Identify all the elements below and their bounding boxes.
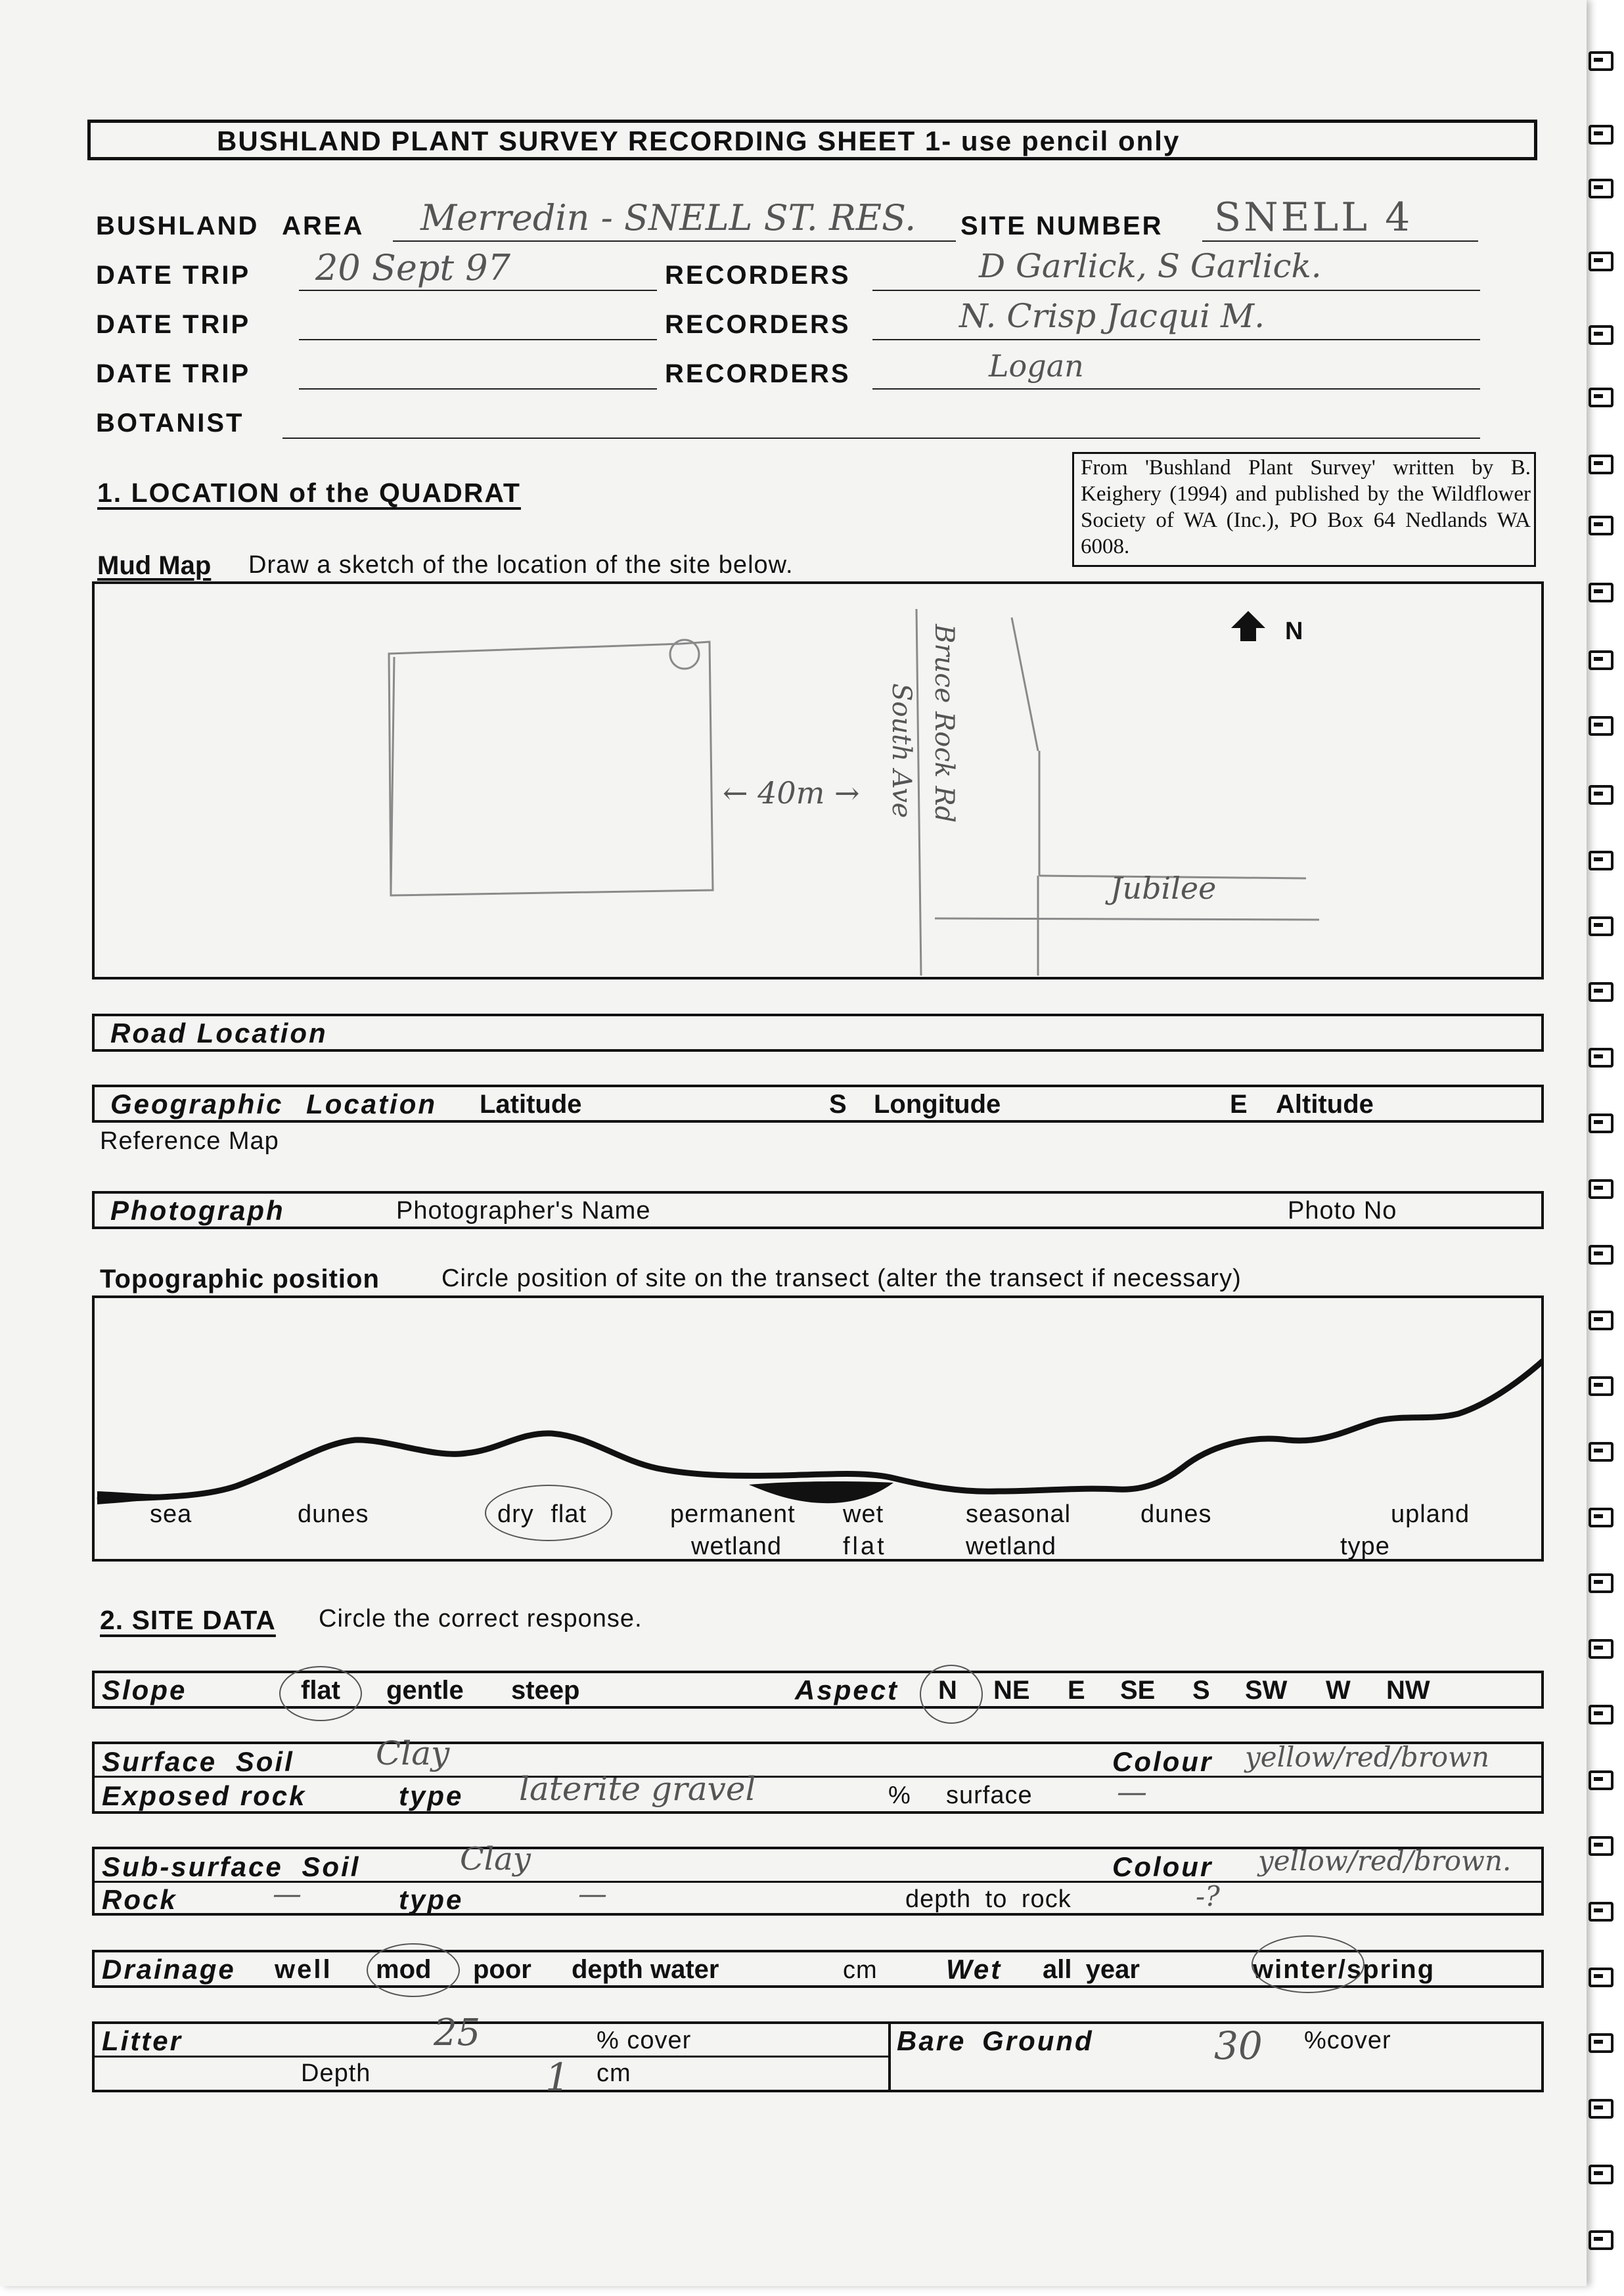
recorders-label-2: RECORDERS bbox=[665, 310, 851, 339]
binding-coil-icon bbox=[1589, 2099, 1613, 2119]
road-location-label: Road Location bbox=[110, 1018, 328, 1048]
binding-coil-icon bbox=[1589, 916, 1613, 936]
litter-half-divider bbox=[92, 2056, 890, 2058]
drainage-option-well[interactable]: well bbox=[275, 1955, 332, 1984]
topographic-instruction: Circle position of site on the transect (alter the transect if necessary) bbox=[441, 1265, 1242, 1292]
road-line-middle bbox=[1012, 618, 1038, 751]
botanist-line bbox=[282, 438, 1480, 439]
aspect-option-ne[interactable]: NE bbox=[993, 1676, 1030, 1705]
recorders-label-3: RECORDERS bbox=[665, 359, 851, 388]
dry-flat-circle bbox=[485, 1485, 612, 1541]
recorders-line-3 bbox=[872, 388, 1480, 390]
bare-ground-value[interactable]: 30 bbox=[1214, 2023, 1263, 2068]
litter-depth-value[interactable]: 1 bbox=[545, 2055, 570, 2100]
bare-ground-label: Bare Ground bbox=[897, 2025, 1094, 2056]
recorders-value-1[interactable]: D Garlick, S Garlick. bbox=[979, 247, 1322, 285]
binding-coil-icon bbox=[1589, 51, 1613, 71]
slope-option-gentle[interactable]: gentle bbox=[386, 1676, 464, 1705]
topo-sea[interactable]: sea bbox=[150, 1500, 192, 1528]
botanist-label: BOTANIST bbox=[96, 409, 244, 438]
jubilee-road-lower bbox=[935, 918, 1319, 920]
binding-coil-icon bbox=[1589, 1114, 1613, 1133]
depth-water-label: depth water bbox=[572, 1955, 719, 1984]
site-number-value[interactable]: SNELL 4 bbox=[1214, 194, 1413, 240]
binding-coil-icon bbox=[1589, 716, 1613, 736]
surface-soil-value[interactable]: Clay bbox=[376, 1734, 450, 1772]
binding-coil-icon bbox=[1589, 1508, 1613, 1527]
rock-label: Rock bbox=[102, 1884, 177, 1915]
topo-permanent[interactable]: permanent bbox=[670, 1500, 796, 1528]
aspect-option-nw[interactable]: NW bbox=[1386, 1676, 1430, 1705]
transect-line bbox=[97, 1314, 1544, 1500]
exposed-rock-type-label: type bbox=[399, 1780, 464, 1811]
topo-wetland-1[interactable]: wetland bbox=[691, 1533, 782, 1560]
exposed-rock-surface-value[interactable]: — bbox=[1117, 1774, 1147, 1809]
recorders-line-2 bbox=[872, 339, 1480, 340]
binding-coil-icon bbox=[1589, 1639, 1613, 1659]
winter-circle bbox=[1252, 1935, 1365, 1993]
aspect-option-sw[interactable]: SW bbox=[1245, 1676, 1288, 1705]
slope-flat-circle bbox=[279, 1666, 362, 1721]
slope-label: Slope bbox=[102, 1675, 187, 1705]
topo-wet[interactable]: wet bbox=[843, 1500, 884, 1528]
geographic-label: Geographic Location bbox=[110, 1089, 438, 1119]
binding-coil-icon bbox=[1589, 851, 1613, 870]
photographer-label: Photographer's Name bbox=[396, 1197, 651, 1225]
aspect-option-se[interactable]: SE bbox=[1120, 1676, 1156, 1705]
site-data-instruction: Circle the correct response. bbox=[319, 1605, 643, 1632]
date-trip-line-2 bbox=[299, 339, 657, 340]
sketch-distance: ← 40m → bbox=[723, 775, 860, 811]
binding-coil-icon bbox=[1589, 1048, 1613, 1068]
binding-coil-icon bbox=[1589, 179, 1613, 198]
topo-flat[interactable]: flat bbox=[843, 1533, 887, 1560]
wet-label: Wet bbox=[946, 1954, 1003, 1985]
exposed-rock-pct: % bbox=[888, 1782, 911, 1809]
binding-coil-icon bbox=[1589, 252, 1613, 271]
binding-coil-icon bbox=[1589, 1573, 1613, 1593]
mud-map-instruction: Draw a sketch of the location of the site below. bbox=[248, 551, 794, 579]
source-note: From 'Bushland Plant Survey' written by B. Keighery (1994) and published by the Wildflower Society of WA (Inc.), PO Box 64 Nedlands WA 6008. bbox=[1081, 456, 1531, 558]
binding-coil-icon bbox=[1589, 583, 1613, 602]
topo-dunes-2[interactable]: dunes bbox=[1140, 1500, 1212, 1528]
binding-coil-icon bbox=[1589, 2033, 1613, 2053]
aspect-n-circle bbox=[920, 1665, 983, 1724]
exposed-rock-type-value[interactable]: laterite gravel bbox=[519, 1770, 756, 1808]
aspect-label: Aspect bbox=[795, 1675, 899, 1705]
topo-upland[interactable]: upland bbox=[1391, 1500, 1470, 1528]
litter-vertical-divider bbox=[888, 2021, 891, 2092]
rock-type-value[interactable]: — bbox=[578, 1878, 607, 1911]
drainage-label: Drainage bbox=[102, 1954, 236, 1985]
topo-dry-flat[interactable]: dry flat bbox=[497, 1500, 587, 1528]
altitude-label: Altitude bbox=[1276, 1090, 1374, 1119]
binding-coil-icon bbox=[1589, 1179, 1613, 1199]
section-2-heading: 2. SITE DATA bbox=[100, 1605, 276, 1635]
wet-winter-spring[interactable]: winter/spring bbox=[1253, 1955, 1435, 1984]
sub-surface-value[interactable]: Clay bbox=[460, 1841, 531, 1878]
binding-coil-icon bbox=[1589, 1705, 1613, 1724]
latitude-label: Latitude bbox=[480, 1090, 582, 1119]
depth-to-rock-value[interactable]: -? bbox=[1196, 1880, 1220, 1912]
binding-coil-icon bbox=[1589, 1902, 1613, 1922]
topographic-label: Topographic position bbox=[100, 1265, 380, 1294]
lat-s-label: S bbox=[829, 1090, 847, 1119]
sketch-street-2: Bruce Rock Rd bbox=[929, 624, 959, 823]
topo-seasonal[interactable]: seasonal bbox=[966, 1500, 1071, 1528]
slope-option-flat[interactable]: flat bbox=[301, 1676, 340, 1705]
aspect-option-w[interactable]: W bbox=[1326, 1676, 1351, 1705]
north-label: N bbox=[1285, 618, 1303, 645]
photograph-label: Photograph bbox=[110, 1195, 285, 1226]
binding-coil-icon bbox=[1589, 125, 1613, 145]
litter-depth-label: Depth bbox=[301, 2060, 371, 2087]
section-1-heading: 1. LOCATION of the QUADRAT bbox=[97, 478, 521, 508]
litter-cover-label: % cover bbox=[597, 2027, 692, 2054]
surface-divider bbox=[92, 1776, 1544, 1778]
rock-type-label: type bbox=[399, 1884, 464, 1915]
long-e-label: E bbox=[1230, 1090, 1248, 1119]
date-trip-line-1 bbox=[299, 290, 657, 291]
date-trip-label-3: DATE TRIP bbox=[96, 359, 251, 388]
sub-colour-label: Colour bbox=[1112, 1851, 1213, 1882]
site-number-label: SITE NUMBER bbox=[960, 212, 1163, 240]
depth-water-cm: cm bbox=[843, 1956, 878, 1984]
bare-ground-cover-label: %cover bbox=[1304, 2027, 1391, 2054]
aspect-option-n[interactable]: N bbox=[938, 1676, 957, 1705]
topo-dunes-1[interactable]: dunes bbox=[298, 1500, 369, 1528]
binding-coil-icon bbox=[1589, 1770, 1613, 1790]
date-trip-label-2: DATE TRIP bbox=[96, 310, 251, 339]
binding-coil-icon bbox=[1589, 650, 1613, 670]
recorders-value-2[interactable]: N. Crisp Jacqui M. bbox=[959, 297, 1265, 335]
surface-soil-label: Surface Soil bbox=[102, 1746, 294, 1777]
binding-coil-icon bbox=[1589, 516, 1613, 535]
binding-coil-icon bbox=[1589, 1836, 1613, 1856]
binding-coil-icon bbox=[1589, 1442, 1613, 1462]
form-title: BUSHLAND PLANT SURVEY RECORDING SHEET 1- use pencil only bbox=[217, 125, 1181, 156]
date-trip-label-1: DATE TRIP bbox=[96, 261, 251, 290]
sub-colour-value[interactable]: yellow/red/brown. bbox=[1258, 1845, 1512, 1877]
depth-to-rock-label: depth to rock bbox=[905, 1885, 1071, 1913]
litter-cover-value[interactable]: 25 bbox=[434, 2012, 481, 2054]
recorders-value-3[interactable]: Logan bbox=[989, 348, 1084, 384]
date-trip-value-1[interactable]: 20 Sept 97 bbox=[315, 247, 510, 288]
road-line-left bbox=[916, 609, 921, 976]
binding-coil-icon bbox=[1589, 1245, 1613, 1265]
litter-depth-cm: cm bbox=[597, 2060, 631, 2087]
binding-coil-icon bbox=[1589, 388, 1613, 407]
exposed-rock-surface-label: surface bbox=[946, 1782, 1033, 1809]
photo-no-label: Photo No bbox=[1288, 1197, 1397, 1225]
bushland-area-value[interactable]: Merredin - SNELL ST. RES. bbox=[420, 197, 916, 238]
rock-value[interactable]: — bbox=[273, 1878, 302, 1911]
wet-all-year[interactable]: all year bbox=[1043, 1955, 1140, 1984]
binding-coil-icon bbox=[1589, 982, 1613, 1002]
recorders-line-1 bbox=[872, 290, 1480, 291]
topo-type[interactable]: type bbox=[1340, 1533, 1390, 1560]
binding-coil-icon bbox=[1589, 1968, 1613, 1987]
north-arrow-icon bbox=[1230, 610, 1267, 644]
recorders-label-1: RECORDERS bbox=[665, 261, 851, 290]
slope-option-steep[interactable]: steep bbox=[511, 1676, 580, 1705]
aspect-option-s[interactable]: S bbox=[1192, 1676, 1210, 1705]
binding-coil-icon bbox=[1589, 455, 1613, 474]
surface-colour-value[interactable]: yellow/red/brown bbox=[1245, 1741, 1490, 1773]
binding-coil-icon bbox=[1589, 2230, 1613, 2250]
litter-label: Litter bbox=[102, 2025, 183, 2056]
aspect-option-e[interactable]: E bbox=[1068, 1676, 1085, 1705]
binding-coil-icon bbox=[1589, 1311, 1613, 1330]
exposed-rock-label: Exposed rock bbox=[102, 1780, 307, 1811]
bushland-area-line bbox=[393, 240, 956, 242]
drainage-mod-circle bbox=[367, 1943, 460, 1997]
bushland-area-label: BUSHLAND AREA bbox=[96, 212, 365, 240]
drainage-option-poor[interactable]: poor bbox=[473, 1955, 531, 1984]
drainage-option-mod[interactable]: mod bbox=[376, 1955, 432, 1984]
sketch-street-3: Jubilee bbox=[1110, 870, 1217, 906]
site-number-line bbox=[1202, 240, 1478, 242]
reference-map-label: Reference Map bbox=[100, 1127, 279, 1155]
surface-colour-label: Colour bbox=[1112, 1746, 1213, 1777]
binding-coil-icon bbox=[1589, 1376, 1613, 1396]
binding-coil-icon bbox=[1589, 325, 1613, 345]
quadrat-outline bbox=[389, 642, 713, 895]
topo-wetland-2[interactable]: wetland bbox=[966, 1533, 1056, 1560]
sub-surface-label: Sub-surface Soil bbox=[102, 1851, 361, 1882]
date-trip-line-3 bbox=[299, 388, 657, 390]
binding-coil-icon bbox=[1589, 2165, 1613, 2184]
mud-map-label: Mud Map bbox=[97, 551, 212, 580]
binding-coil-icon bbox=[1589, 785, 1613, 805]
sketch-street-1: South Ave bbox=[886, 683, 916, 819]
longitude-label: Longitude bbox=[874, 1090, 1001, 1119]
